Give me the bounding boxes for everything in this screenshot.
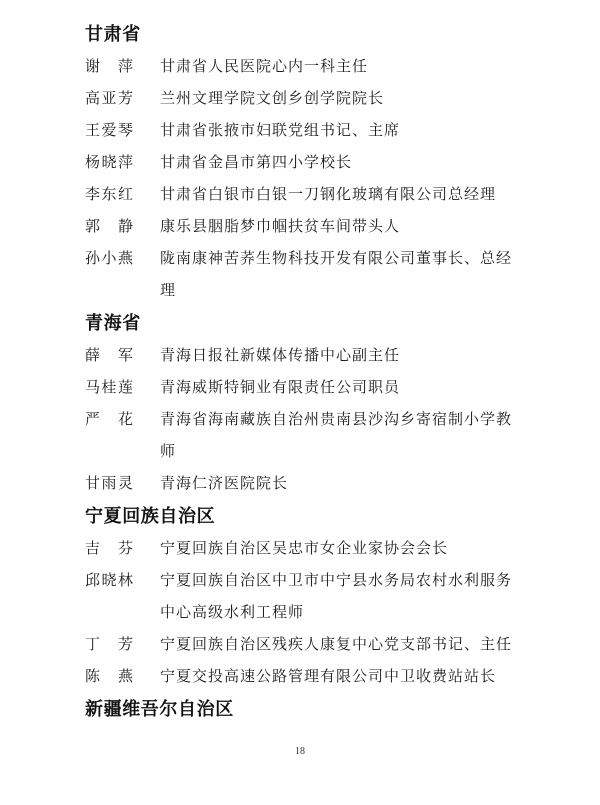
person-title [160, 243, 555, 307]
person-title-line: 青海日报社新媒体传播中心副主任 [160, 348, 401, 364]
person-row [85, 468, 555, 500]
person-name: 甘雨灵 [85, 476, 133, 492]
person-row [85, 565, 555, 629]
person-title-line: 宁夏回族自治区吴忠市女企业家协会会长 [160, 541, 449, 557]
person-title-line: 陇南康神苦荞生物科技开发有限公司董事长、总经 [160, 251, 513, 267]
person-row [85, 51, 555, 83]
person-title [160, 468, 555, 500]
person-title [160, 533, 555, 565]
person-name: 李东红 [85, 187, 133, 203]
person-title [160, 179, 555, 211]
document-body [85, 18, 555, 726]
person-title-line: 甘肃省张掖市妇联党组书记、主席 [160, 123, 401, 139]
person-name: 丁 芳 [85, 637, 133, 653]
person-title-line: 宁夏交投高速公路管理有限公司中卫收费站站长 [160, 669, 497, 685]
person-name: 高亚芳 [85, 91, 133, 107]
person-name: 马桂莲 [85, 380, 133, 396]
person-name: 孙小燕 [85, 251, 133, 267]
person-name: 陈 燕 [85, 669, 133, 685]
person-title [160, 404, 555, 468]
person-row [85, 243, 555, 307]
person-title-line: 甘肃省白银市白银一刀钢化玻璃有限公司总经理 [160, 187, 497, 203]
province-heading: 甘肃省 [85, 24, 141, 45]
person-title [160, 372, 555, 404]
person-title-line: 兰州文理学院文创乡创学院院长 [160, 91, 385, 107]
person-row [85, 533, 555, 565]
person-title-line: 理 [160, 283, 177, 299]
person-name: 严 花 [85, 412, 133, 428]
person-title-line: 师 [160, 444, 177, 460]
person-name: 吉 芬 [85, 541, 133, 557]
person-row [85, 115, 555, 147]
person-title-line: 青海威斯特铜业有限责任公司职员 [160, 380, 401, 396]
person-title-line: 宁夏回族自治区中卫市中宁县水务局农村水利服务 [160, 573, 513, 589]
person-row [85, 211, 555, 243]
person-title [160, 51, 555, 83]
person-title [160, 83, 555, 115]
person-title [160, 661, 555, 693]
person-title-line: 康乐县胭脂梦巾帼扶贫车间带头人 [160, 219, 401, 235]
person-row [85, 661, 555, 693]
person-row [85, 147, 555, 179]
person-title [160, 565, 555, 629]
person-title [160, 147, 555, 179]
person-name: 王爱琴 [85, 123, 133, 139]
person-title [160, 629, 555, 661]
person-name: 谢 萍 [85, 59, 133, 75]
province-heading: 新疆维吾尔自治区 [85, 699, 234, 720]
person-title-line: 中心高级水利工程师 [160, 605, 305, 621]
person-name: 郭 静 [85, 219, 133, 235]
person-name: 邱晓林 [85, 573, 133, 589]
person-row [85, 83, 555, 115]
person-name: 杨晓萍 [85, 155, 133, 171]
person-title-line: 甘肃省金昌市第四小学校长 [160, 155, 353, 171]
person-row [85, 340, 555, 372]
person-title-line: 青海仁济医院院长 [160, 476, 289, 492]
person-name: 薛 军 [85, 348, 133, 364]
person-title [160, 211, 555, 243]
page-number: 18 [295, 746, 305, 757]
person-title-line: 甘肃省人民医院心内一科主任 [160, 59, 369, 75]
person-title [160, 115, 555, 147]
person-row [85, 372, 555, 404]
person-row [85, 404, 555, 468]
person-row [85, 629, 555, 661]
province-heading: 青海省 [85, 313, 141, 334]
province-heading: 宁夏回族自治区 [85, 506, 216, 527]
person-row [85, 179, 555, 211]
person-title-line: 青海省海南藏族自治州贵南县沙沟乡寄宿制小学教 [160, 412, 513, 428]
person-title-line: 宁夏回族自治区残疾人康复中心党支部书记、主任 [160, 637, 513, 653]
person-title [160, 340, 555, 372]
